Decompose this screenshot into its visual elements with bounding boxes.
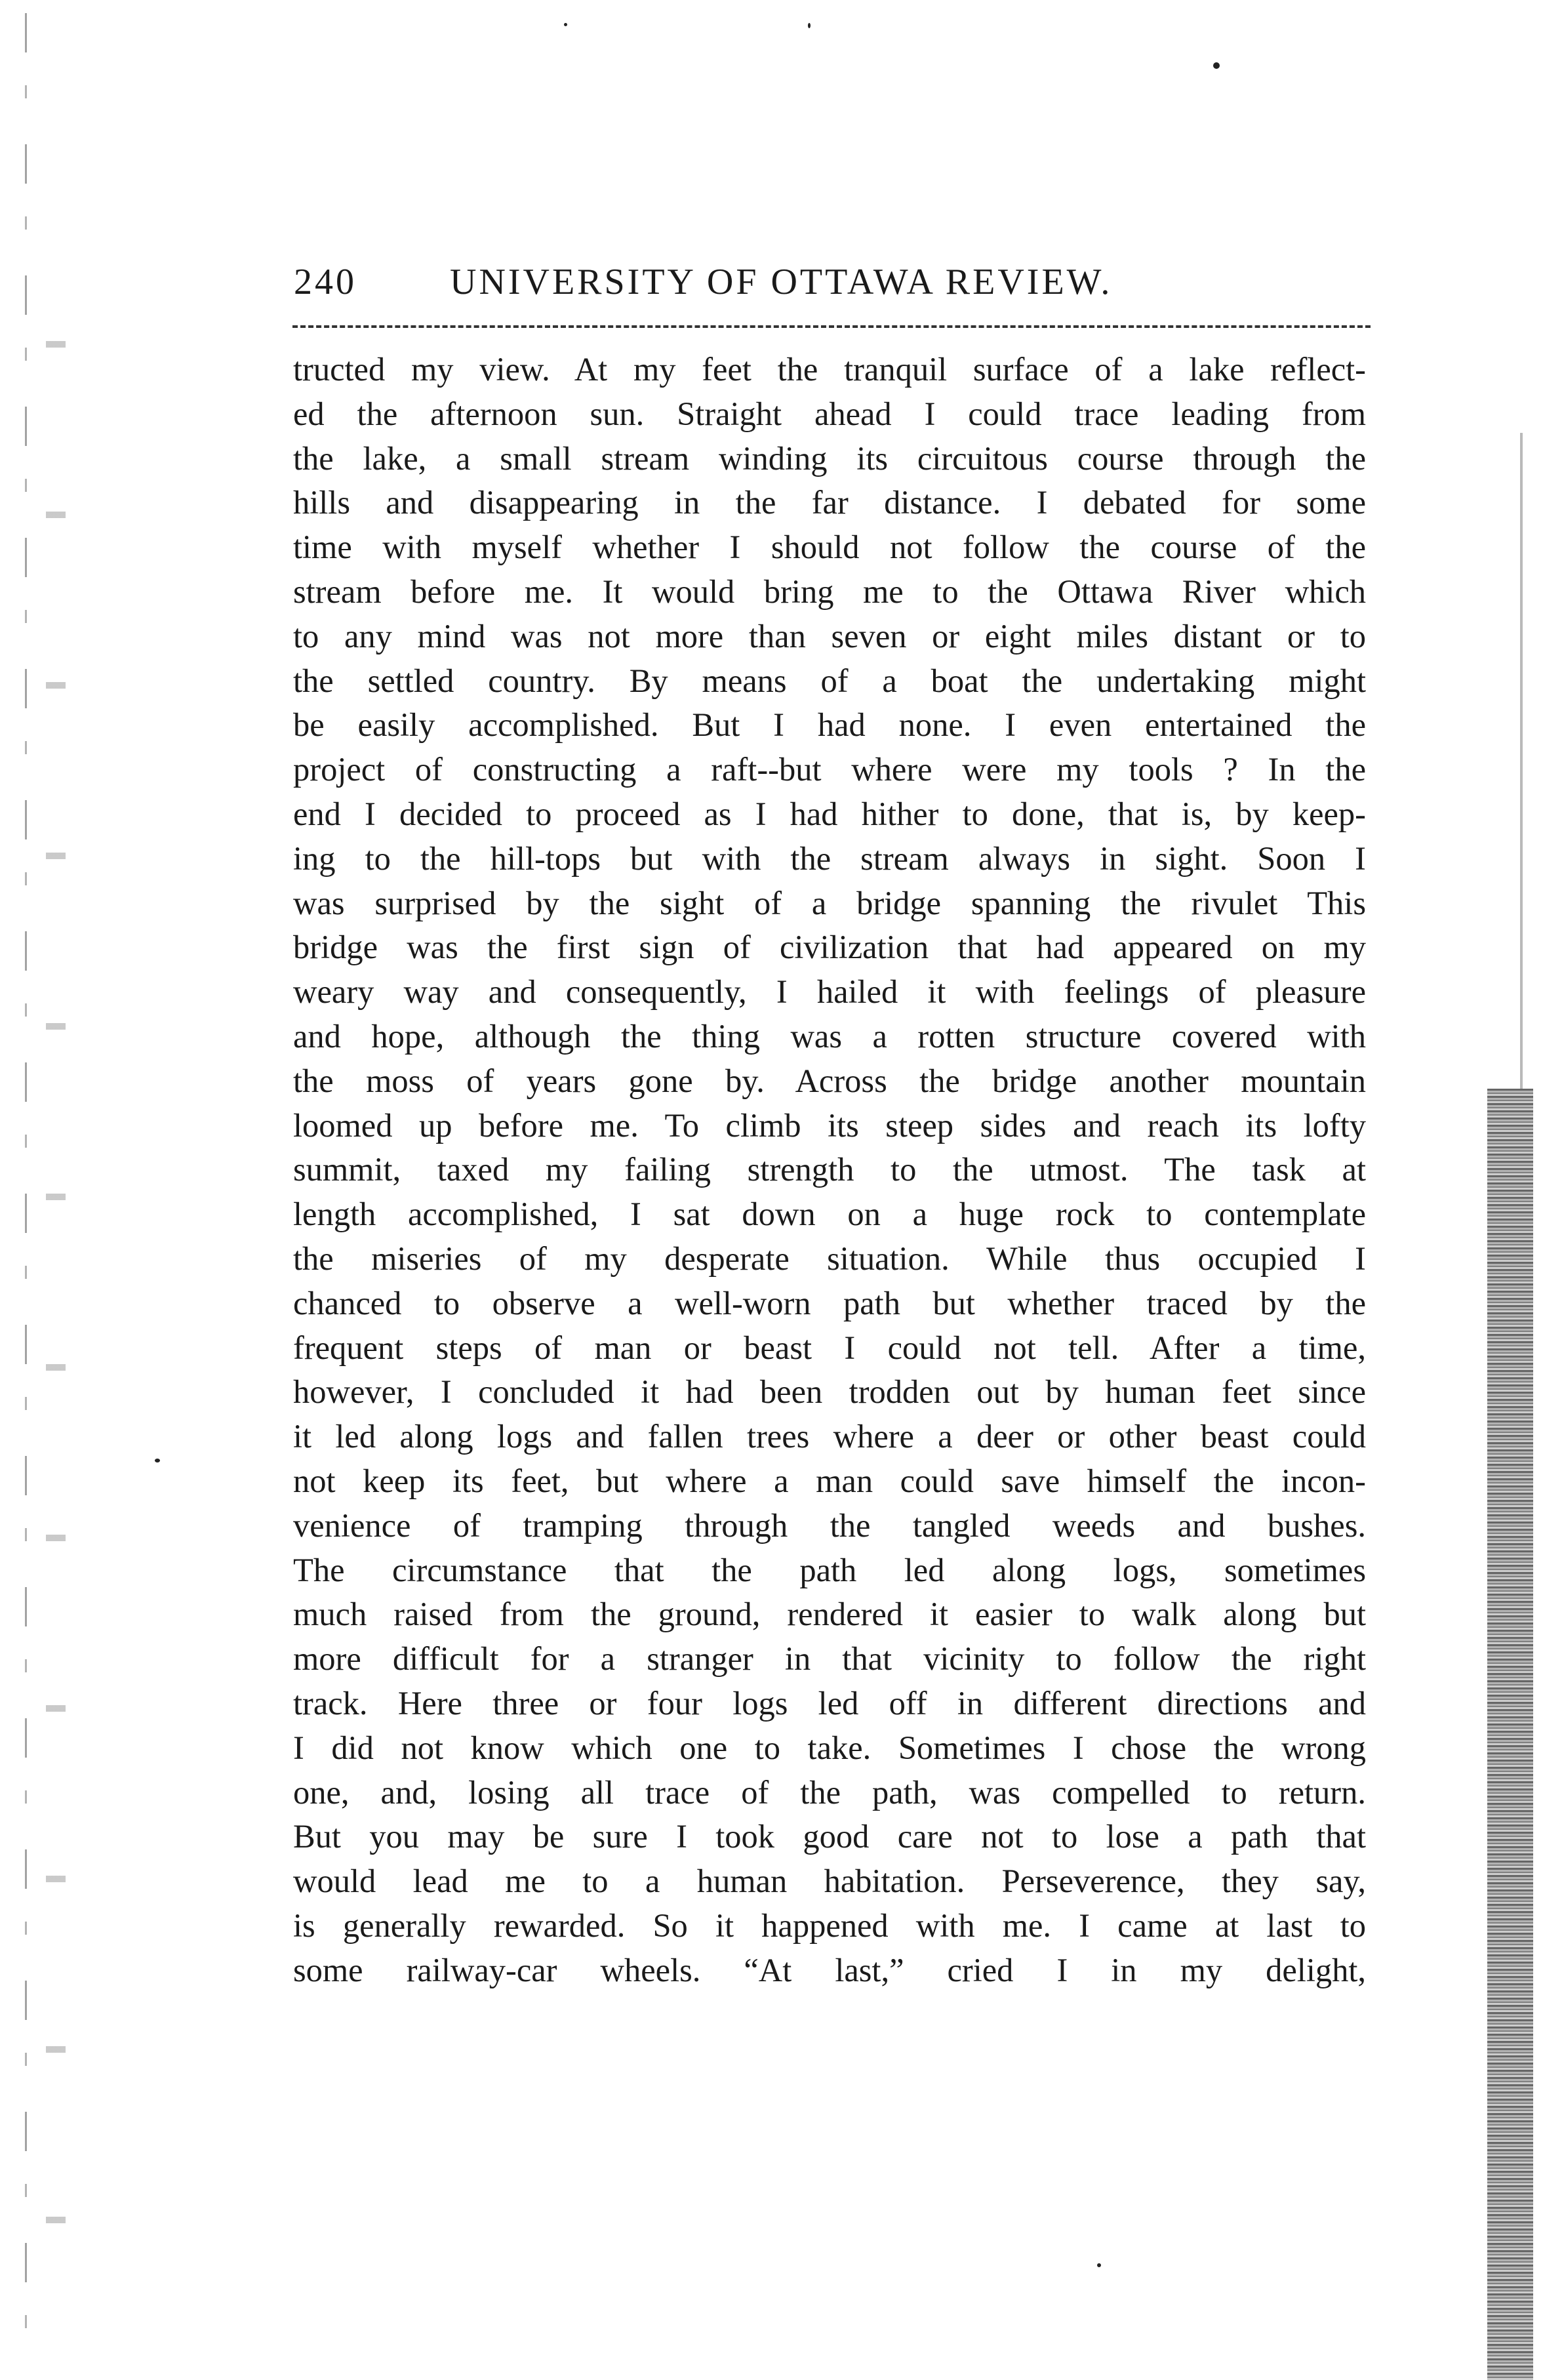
text-line: ing to the hill-tops but with the stream always in sight. Soon I <box>293 839 1366 877</box>
running-title: UNIVERSITY OF OTTAWA REVIEW. <box>450 262 1113 302</box>
text-line: frequent steps of man or beast I could not tell. After a time, <box>293 1329 1366 1366</box>
text-line: stream before me. It would bring me to the Ottawa River which <box>293 573 1366 610</box>
page-number: 240 <box>294 262 357 302</box>
text-line: summit, taxed my failing strength to the utmost. The task at <box>293 1151 1366 1188</box>
scan-margin-artifact-left <box>25 13 27 2361</box>
text-line: is generally rewarded. So it happened with me. I came at last to <box>293 1906 1366 1944</box>
text-line: the moss of years gone by. Across the bridge another mountain <box>293 1062 1366 1099</box>
text-line: The circumstance that the path led along logs, sometimes <box>293 1551 1366 1588</box>
page-header <box>294 261 1382 313</box>
text-line: But you may be sure I took good care not to lose a path that <box>293 1818 1366 1855</box>
scan-speck <box>155 1459 160 1462</box>
scan-margin-artifact-right <box>1520 433 1523 1089</box>
text-line: ed the afternoon sun. Straight ahead I could trace leading from <box>293 395 1366 432</box>
text-line: however, I concluded it had been trodden out by human feet since <box>293 1373 1366 1411</box>
scan-specks-left <box>46 249 66 2282</box>
text-line: weary way and consequently, I hailed it with feelings of pleasure <box>293 973 1366 1011</box>
text-line: it led along logs and fallen trees where a deer or other beast could <box>293 1418 1366 1455</box>
text-line: tructed my view. At my feet the tranquil surface of a lake reflect- <box>293 351 1366 388</box>
text-line: project of constructing a raft--but where were my tools ? In the <box>293 751 1366 788</box>
text-line: time with myself whether I should not follow the course of the <box>293 529 1366 566</box>
text-line: to any mind was not more than seven or eight miles distant or to <box>293 617 1366 655</box>
text-line: one, and, losing all trace of the path, was compelled to return. <box>293 1773 1366 1811</box>
text-line: more difficult for a stranger in that vicinity to follow the right <box>293 1640 1366 1678</box>
text-line: end I decided to proceed as I had hither to done, that is, by keep- <box>293 795 1366 832</box>
text-line: was surprised by the sight of a bridge spanning the rivulet This <box>293 884 1366 921</box>
text-line: chanced to observe a well-worn path but whether traced by the <box>293 1284 1366 1321</box>
text-line: be easily accomplished. But I had none. I even entertained the <box>293 706 1366 744</box>
scan-binding-edge-right <box>1487 1089 1533 2380</box>
text-line: the miseries of my desperate situation. While thus occupied I <box>293 1240 1366 1277</box>
text-line: venience of tramping through the tangled weeds and bushes. <box>293 1506 1366 1544</box>
body-text <box>293 348 1366 1992</box>
scan-speck <box>564 23 567 26</box>
text-line: I did not know which one to take. Sometimes I chose the wrong <box>293 1729 1366 1766</box>
text-line: not keep its feet, but where a man could save himself the incon- <box>293 1462 1366 1499</box>
scan-speck <box>1097 2263 1101 2267</box>
text-line: and hope, although the thing was a rotten structure covered with <box>293 1017 1366 1055</box>
text-line: bridge was the first sign of civilization that had appeared on my <box>293 929 1366 966</box>
scan-speck <box>1213 62 1220 69</box>
text-line: track. Here three or four logs led off in different directions and <box>293 1684 1366 1722</box>
text-line: hills and disappearing in the far distance. I debated for some <box>293 484 1366 521</box>
text-line: loomed up before me. To climb its steep sides and reach its lofty <box>293 1106 1366 1144</box>
text-line: the settled country. By means of a boat the undertaking might <box>293 662 1366 699</box>
text-line: would lead me to a human habitation. Perseverence, they say, <box>293 1863 1366 1900</box>
text-line: some railway-car wheels. “At last,” cried I in my delight, <box>293 1951 1366 1988</box>
header-divider <box>292 325 1371 328</box>
text-line: much raised from the ground, rendered it easier to walk along but <box>293 1596 1366 1633</box>
text-line: length accomplished, I sat down on a huge rock to contemplate <box>293 1196 1366 1233</box>
scan-speck <box>808 23 811 28</box>
text-line: the lake, a small stream winding its circuitous course through the <box>293 439 1366 477</box>
